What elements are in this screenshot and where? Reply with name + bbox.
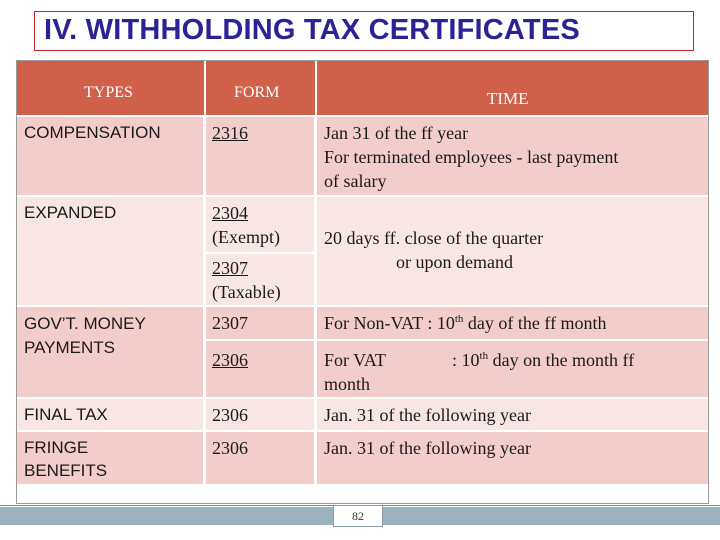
type-final-tax: FINAL TAX: [24, 405, 108, 424]
header-time: TIME: [487, 89, 529, 108]
form-govt-2307: 2307: [212, 313, 248, 333]
time-govt-nonvat: For Non-VAT : 10th day of the ff month: [324, 313, 607, 333]
header-separator: [204, 61, 206, 115]
form-2316-link[interactable]: 2316: [212, 123, 248, 143]
time-final-tax: Jan. 31 of the following year: [324, 405, 531, 425]
type-fringe-line1: FRINGE: [24, 438, 89, 457]
type-compensation: COMPENSATION: [24, 123, 161, 142]
page-number: 82: [333, 505, 383, 527]
form-2307-note: (Taxable): [212, 282, 281, 302]
time-govt-vat-line2: month: [324, 374, 371, 394]
header-types: TYPES: [84, 84, 133, 101]
time-govt-vat: : 10th day on the month ff: [452, 350, 635, 370]
type-govt-line1: GOV’T. MONEY: [24, 314, 146, 333]
type-fringe-line2: BENEFITS: [24, 461, 108, 480]
form-fringe: 2306: [212, 438, 248, 458]
form-final-tax: 2306: [212, 405, 248, 425]
header-separator: [315, 61, 317, 115]
form-2304-note: (Exempt): [212, 227, 280, 247]
form-2306-link[interactable]: 2306: [212, 350, 248, 370]
type-govt-line2: PAYMENTS: [24, 338, 115, 357]
page-title: IV. WITHHOLDING TAX CERTIFICATES: [44, 14, 580, 46]
form-2304-link[interactable]: 2304: [212, 203, 248, 223]
time-expanded-line1: 20 days ff. close of the quarter: [324, 228, 544, 248]
time-fringe: Jan. 31 of the following year: [324, 438, 531, 458]
header-form: FORM: [234, 84, 280, 101]
time-expanded-line2: or upon demand: [396, 252, 513, 272]
time-compensation-line3: of salary: [324, 171, 387, 191]
time-govt-vat-label: For VAT: [324, 350, 386, 370]
form-2307-link[interactable]: 2307: [212, 258, 248, 278]
type-expanded: EXPANDED: [24, 203, 117, 222]
time-compensation-line1: Jan 31 of the ff year: [324, 123, 469, 143]
time-compensation-line2: For terminated employees - last payment: [324, 147, 619, 167]
